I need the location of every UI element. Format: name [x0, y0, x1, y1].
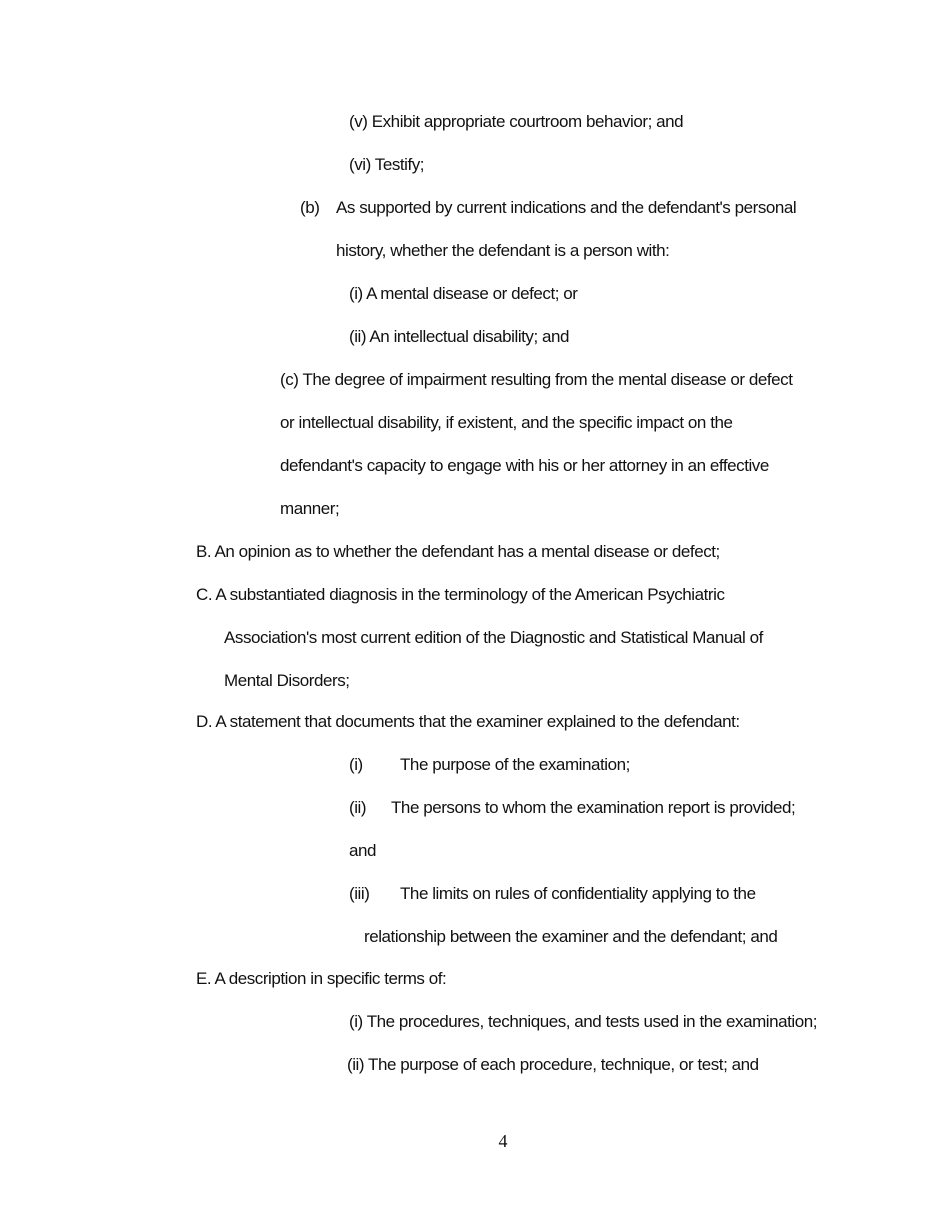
section-c-line-3: Mental Disorders; [224, 671, 350, 690]
item-b-line-1: As supported by current indications and the defendant's personal [336, 198, 797, 217]
section-d-i-label: (i) [349, 755, 363, 774]
page-number: 4 [498, 1131, 508, 1151]
section-d-iii-label: (iii) [349, 884, 370, 903]
item-b-i: (i) A mental disease or defect; or [349, 284, 578, 303]
section-d-i-text: The purpose of the examination; [400, 755, 630, 774]
section-d-ii-label: (ii) [349, 798, 367, 817]
section-d-ii-continued: and [349, 841, 377, 860]
item-b-label: (b) [300, 198, 320, 217]
item-v: (v) Exhibit appropriate courtroom behavior; and [349, 112, 684, 131]
section-b: B. An opinion as to whether the defendant has a mental disease or defect; [196, 542, 720, 561]
item-b-line-2: history, whether the defendant is a person with: [336, 241, 670, 260]
item-c-line-3: defendant's capacity to engage with his or her attorney in an effective [280, 456, 769, 475]
section-d-ii-text: The persons to whom the examination report is provided; [391, 798, 796, 817]
section-c-line-2: Association's most current edition of the Diagnostic and Statistical Manual of [224, 628, 763, 647]
item-c-line-1: (c) The degree of impairment resulting from the mental disease or defect [280, 370, 793, 389]
section-e-i: (i) The procedures, techniques, and tests used in the examination; [349, 1012, 817, 1031]
item-vi: (vi) Testify; [349, 155, 425, 174]
section-e: E. A description in specific terms of: [196, 969, 447, 988]
section-d: D. A statement that documents that the examiner explained to the defendant: [196, 712, 740, 731]
item-c-line-4: manner; [280, 499, 340, 518]
section-e-ii: (ii) The purpose of each procedure, technique, or test; and [347, 1055, 759, 1074]
item-c-line-2: or intellectual disability, if existent, and the specific impact on the [280, 413, 733, 432]
section-d-iii-text: The limits on rules of confidentiality applying to the [400, 884, 756, 903]
item-b-ii: (ii) An intellectual disability; and [349, 327, 570, 346]
section-d-iii-continued: relationship between the examiner and the defendant; and [364, 927, 778, 946]
section-c-line-1: C. A substantiated diagnosis in the terminology of the American Psychiatric [196, 585, 725, 604]
